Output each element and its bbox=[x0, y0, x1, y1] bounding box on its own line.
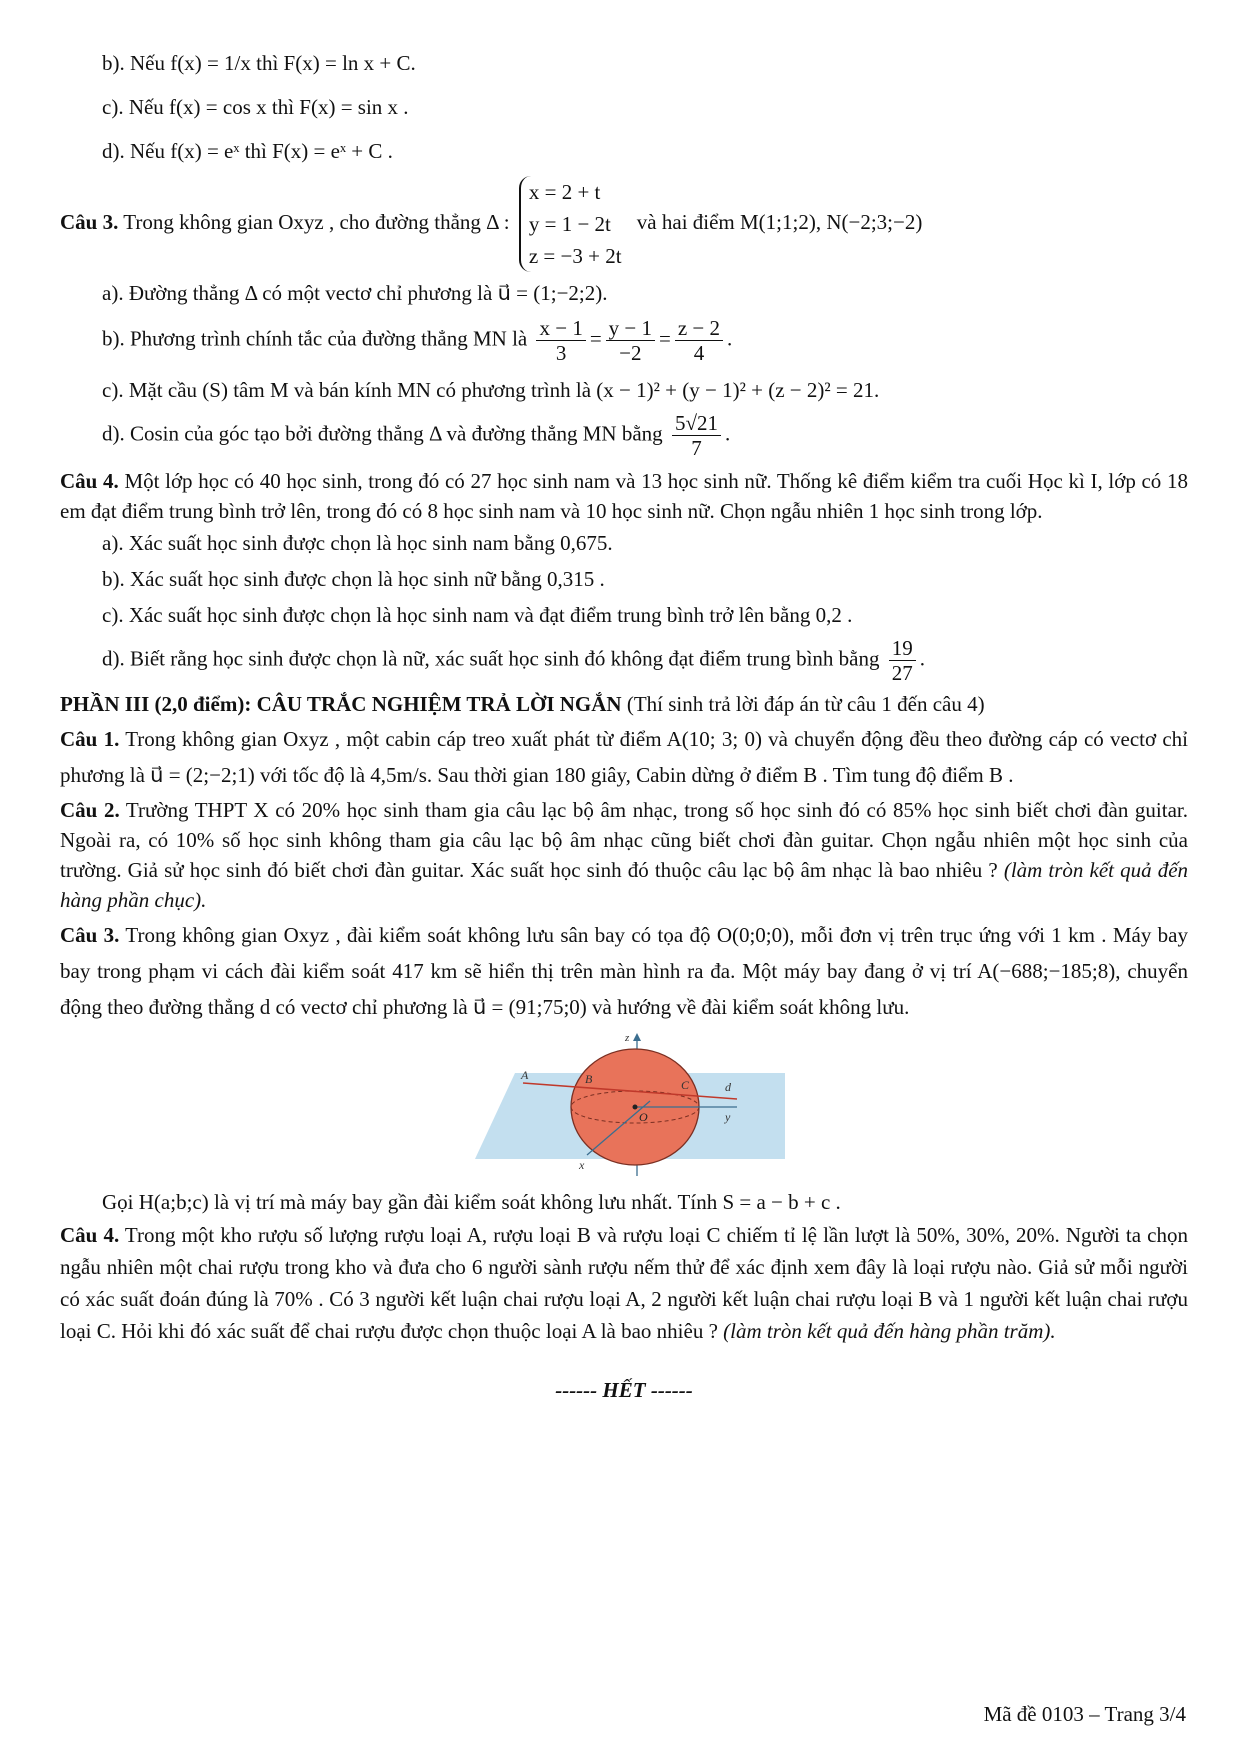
q4-option-a: a). Xác suất học sinh được chọn là học sinh nam bằng 0,675. bbox=[102, 531, 613, 555]
end-marker: ------ HẾT ------ bbox=[555, 1378, 693, 1402]
system-eq-2: y = 1 − 2t bbox=[528, 212, 611, 236]
p3-q3 bbox=[60, 917, 1188, 1025]
p3-q3-label: Câu 3. bbox=[60, 923, 120, 947]
p3-q4-note: (làm tròn kết quả đến hàng phần trăm). bbox=[723, 1319, 1056, 1343]
part3-title: PHẦN III (2,0 điểm): CÂU TRẮC NGHIỆM TRẢ LỜI NGẮN bbox=[60, 692, 622, 716]
label-d: d bbox=[725, 1080, 731, 1094]
q3-text-before: Trong không gian Oxyz , cho đường thẳng Δ : bbox=[123, 209, 510, 234]
p3-q4-label: Câu 4. bbox=[60, 1223, 120, 1247]
label-y: y bbox=[725, 1110, 731, 1124]
q4-option-b: b). Xác suất học sinh được chọn là học sinh nữ bằng 0,315 . bbox=[102, 567, 605, 591]
p3-q1-text: Trong không gian Oxyz , một cabin cáp treo xuất phát từ điểm A(10; 3; 0) và chuyển động đều theo đường cáp có vectơ chỉ phương là u⃗ = (2;−2;1) với tốc độ là 4,5m/s. Sau thời gian 180 giây, Cabin dừng ở điểm B . Tìm tung độ điểm B . bbox=[60, 727, 1188, 787]
p3-q2-text: Trường THPT X có 20% học sinh tham gia câu lạc bộ âm nhạc, trong số học sinh đó có 85% học sinh biết chơi đàn guitar. Ngoài ra, có 10% số học sinh không tham gia câu lạc bộ âm nhạc cũng biết chơi đàn guitar. Chọn ngẫu nhiên một học sinh của trường. Giả sử học sinh đó biết chơi đàn guitar. Xác suất học sinh đó thuộc câu lạc bộ âm nhạc là bao nhiêu ? bbox=[60, 798, 1188, 882]
q4-stem bbox=[60, 466, 1188, 526]
p3-q2-note: (làm tròn kết quả đến hàng phần chục). bbox=[60, 858, 1189, 912]
point-o bbox=[633, 1105, 638, 1110]
system-eq-3: z = −3 + 2t bbox=[528, 244, 622, 268]
q4-text: Một lớp học có 40 học sinh, trong đó có 27 học sinh nam và 13 học sinh nữ. Thống kê điểm kiểm tra cuối Học kì I, lớp có 18 em đạt điểm trung bình trở lên, trong đó có 8 học sinh nam và 10 học sinh nữ. Chọn ngẫu nhiên 1 học sinh trong lớp. bbox=[60, 469, 1188, 523]
fraction-cosine: $\frac{5√21}{7}$ bbox=[672, 411, 721, 460]
p3-q4 bbox=[60, 1219, 1188, 1347]
part3-note: (Thí sinh trả lời đáp án từ câu 1 đến câu 4) bbox=[626, 692, 985, 716]
p3-q1-label: Câu 1. bbox=[60, 727, 120, 751]
q2-option-d: d). Nếu f(x) = eˣ thì F(x) = eˣ + C . bbox=[102, 139, 393, 163]
q3-d-text: d). Cosin của góc tạo bởi đường thẳng Δ và đường thẳng MN bằng bbox=[102, 421, 663, 446]
q4-option-d: d). Biết rằng học sinh được chọn là nữ, xác suất học sinh đó không đạt điểm trung bình bằng $\frac{19}{27}$ . bbox=[102, 636, 925, 685]
q3-option-d: d). Cosin của góc tạo bởi đường thẳng Δ và đường thẳng MN bằng $\frac{5√21}{7}$ . bbox=[102, 411, 731, 460]
fraction-z: $\frac{z - 2}{4}$ bbox=[675, 316, 723, 365]
q3-option-a: a). Đường thẳng Δ có một vectơ chỉ phương là u⃗ = (1;−2;2). bbox=[102, 281, 608, 305]
part3-heading bbox=[60, 689, 1188, 719]
page-content bbox=[60, 40, 1188, 1405]
q4-label: Câu 4. bbox=[60, 469, 119, 493]
label-b: B bbox=[585, 1072, 593, 1086]
label-x: x bbox=[579, 1158, 585, 1172]
line-system bbox=[519, 176, 622, 272]
p3-q3-text: Trong không gian Oxyz , đài kiểm soát không lưu sân bay có tọa độ O(0;0;0), mỗi đơn vị trên trục ứng với 1 km . Máy bay bay trong phạm vi cách đài kiểm soát 417 km sẽ hiển thị trên màn hình ra đa. Một máy bay đang ở vị trí A(−688;−185;8), chuyển động theo đường thẳng d có vectơ chỉ phương là u⃗ = (91;75;0) và hướng về đài kiểm soát không lưu. bbox=[60, 923, 1188, 1019]
q3-option-c: c). Mặt cầu (S) tâm M và bán kính MN có phương trình là (x − 1)² + (y − 1)² + (z − 2)² = 21. bbox=[102, 378, 880, 402]
label-a: A bbox=[521, 1068, 529, 1082]
q4-option-c: c). Xác suất học sinh được chọn là học sinh nam và đạt điểm trung bình trở lên bằng 0,2 . bbox=[102, 603, 853, 627]
fraction-19-27: $\frac{19}{27}$ bbox=[889, 636, 916, 685]
fraction-x: $\frac{x - 1}{3}$ bbox=[536, 316, 585, 365]
z-axis-arrow bbox=[633, 1033, 641, 1041]
q4-d-text: d). Biết rằng học sinh được chọn là nữ, xác suất học sinh đó không đạt điểm trung bình bằng bbox=[102, 646, 880, 671]
system-eq-1: x = 2 + t bbox=[528, 180, 601, 204]
p3-q3-question: Gọi H(a;b;c) là vị trí mà máy bay gần đài kiểm soát không lưu nhất. Tính S = a − b + c . bbox=[102, 1190, 841, 1214]
q2-option-b: b). Nếu f(x) = 1/x thì F(x) = ln x + C. bbox=[102, 51, 416, 75]
page-footer: Mã đề 0103 – Trang 3/4 bbox=[983, 1702, 1186, 1726]
q3-stem bbox=[60, 176, 1188, 272]
q3-label: Câu 3. bbox=[60, 209, 119, 234]
label-z: z bbox=[625, 1032, 630, 1044]
p3-q1 bbox=[60, 721, 1188, 793]
radar-sphere-figure bbox=[475, 1031, 785, 1181]
q2-option-c: c). Nếu f(x) = cos x thì F(x) = sin x . bbox=[102, 95, 409, 119]
p3-q2-label: Câu 2. bbox=[60, 798, 120, 822]
fraction-y: $\frac{y - 1}{-2}$ bbox=[606, 316, 655, 365]
label-o: O bbox=[639, 1110, 648, 1124]
label-c: C bbox=[681, 1078, 690, 1092]
p3-q4-text: Trong một kho rượu số lượng rượu loại A, rượu loại B và rượu loại C chiếm tỉ lệ lần lượt là 50%, 30%, 20%. Người ta chọn ngẫu nhiên một chai rượu trong kho và đưa cho 6 người sành rượu nếm thử để xác định xem đây là loại rượu nào. Giả sử mỗi người có xác suất đoán đúng là 70% . Có 3 người kết luận chai rượu loại A, 2 người kết luận chai rượu loại B và 1 người kết luận chai rượu loại C. Hỏi khi đó xác suất để chai rượu được chọn thuộc loại A là bao nhiêu ? bbox=[60, 1223, 1188, 1343]
q3-text-after: và hai điểm M(1;1;2), N(−2;3;−2) bbox=[636, 209, 923, 234]
q3-option-b: b). Phương trình chính tắc của đường thẳng MN là $\frac{x - 1}{3}$ = $\frac{y - 1}{-2}$ = $\frac{z - 2}{4}$ . bbox=[102, 316, 733, 365]
q3-b-text: b). Phương trình chính tắc của đường thẳng MN là bbox=[102, 326, 528, 351]
p3-q2 bbox=[60, 795, 1188, 915]
